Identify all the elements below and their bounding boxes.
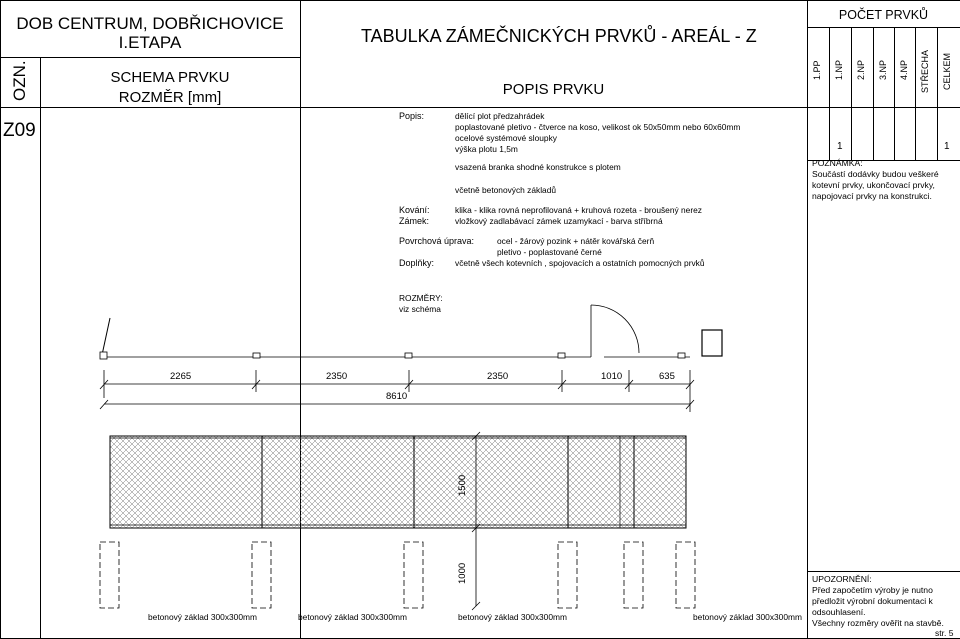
label-kovani: Kování: xyxy=(399,205,430,215)
description-lines xyxy=(455,111,740,155)
floor-header-3np: 3.NP xyxy=(878,59,888,80)
warning-line: předložit výrobní dokumentaci k xyxy=(812,596,933,606)
dim-segment-5: 635 xyxy=(659,371,675,382)
gate-text: vsazená branka shodné konstrukce s plotem xyxy=(455,162,621,172)
surface-text-1: ocel - žárový pozink + nátěr kovářská čerň xyxy=(497,236,655,246)
warning-title: UPOZORNĚNÍ: xyxy=(812,574,872,584)
warning-line: Všechny rozměry ověřit na stavbě. xyxy=(812,618,944,628)
foundation-label: betonový základ 300x300mm xyxy=(458,612,567,622)
note-line: napojovací prvky na konstrukci. xyxy=(812,191,932,201)
page-title: TABULKA ZÁMEČNICKÝCH PRVKŮ - AREÁL - Z xyxy=(361,26,757,46)
count-1np: 1 xyxy=(837,141,843,152)
description-line: dělící plot předzahrádek xyxy=(455,111,545,121)
warning-line: odsouhlasení. xyxy=(812,607,866,617)
page-number: str. 5 xyxy=(935,628,954,638)
foundations xyxy=(100,528,695,610)
dim-segment-1: 2265 xyxy=(170,371,192,382)
note-title: POZNÁMKA: xyxy=(812,158,863,168)
dim-foundation-depth: 1000 xyxy=(457,562,468,584)
label-povrch: Povrchová úprava: xyxy=(399,236,475,246)
label-popis: Popis: xyxy=(399,111,425,121)
description-line: ocelové systémové sloupky xyxy=(455,133,557,143)
foundation-label: betonový základ 300x300mm xyxy=(148,612,257,622)
warning-block xyxy=(812,574,944,629)
label-doplnky: Doplňky: xyxy=(399,258,435,268)
project-title xyxy=(0,14,300,52)
note-line: kotevní prvky, ukončovací prvky, xyxy=(812,180,935,190)
dim-height: 1500 xyxy=(457,474,468,496)
dim-segment-2: 2350 xyxy=(326,371,348,382)
floor-header-2np: 2.NP xyxy=(856,59,866,80)
accessories-text: včetně všech kotevních , spojovacích a ostatních pomocných prvků xyxy=(455,258,705,268)
dim-segment-4: 1010 xyxy=(601,371,623,382)
dimensions-title: ROZMĚRY: xyxy=(399,293,443,303)
note-line: Součástí dodávky budou veškeré xyxy=(812,169,939,179)
foundation-label: betonový základ 300x300mm xyxy=(693,612,802,622)
item-code: Z09 xyxy=(3,120,36,141)
floor-header-total: CELKEM xyxy=(942,52,952,90)
floor-header-1np: 1.NP xyxy=(834,59,844,80)
schema-header-line: SCHEMA PRVKU xyxy=(110,69,230,86)
count-header: POČET PRVKŮ xyxy=(838,8,929,22)
note-block xyxy=(812,158,939,202)
surface-text-2: pletivo - poplastované černé xyxy=(497,247,602,257)
ozn-column-header: OZN. xyxy=(10,60,29,101)
project-name: DOB CENTRUM, DOBŘICHOVICE xyxy=(16,14,284,33)
dimension-header-line: ROZMĚR [mm] xyxy=(118,89,222,106)
warning-line: Před započetím výroby je nutno xyxy=(812,585,933,595)
project-stage: I.ETAPA xyxy=(118,33,182,52)
floor-header-roof: STŘECHA xyxy=(920,49,930,93)
dim-segment-3: 2350 xyxy=(487,371,509,382)
dim-total: 8610 xyxy=(386,391,408,402)
dimensions-note xyxy=(399,293,443,315)
description-column-header: POPIS PRVKU xyxy=(502,81,605,98)
description-line: poplastované pletivo - čtverce na koso, velikost ok 50x50mm nebo 60x60mm xyxy=(455,122,741,132)
schema-column-header xyxy=(40,68,300,108)
hardware-text: klika - klika rovná neprofilovaná + kruhová rozeta - broušený nerez xyxy=(455,205,702,215)
foundation-label: betonový základ 300x300mm xyxy=(298,612,407,622)
description-line: výška plotu 1,5m xyxy=(455,144,518,154)
lock-text: vložkový zadlabávací zámek uzamykací - barva stříbrná xyxy=(455,216,663,226)
foundation-text: včetně betonových základů xyxy=(455,185,557,195)
dimensions-ref: viz schéma xyxy=(399,304,441,314)
count-total: 1 xyxy=(944,141,950,152)
floor-header-4np: 4.NP xyxy=(899,59,909,80)
label-zamek: Zámek: xyxy=(399,216,430,226)
floor-header-1pp: 1.PP xyxy=(812,60,822,80)
fence-elevation xyxy=(110,432,686,532)
